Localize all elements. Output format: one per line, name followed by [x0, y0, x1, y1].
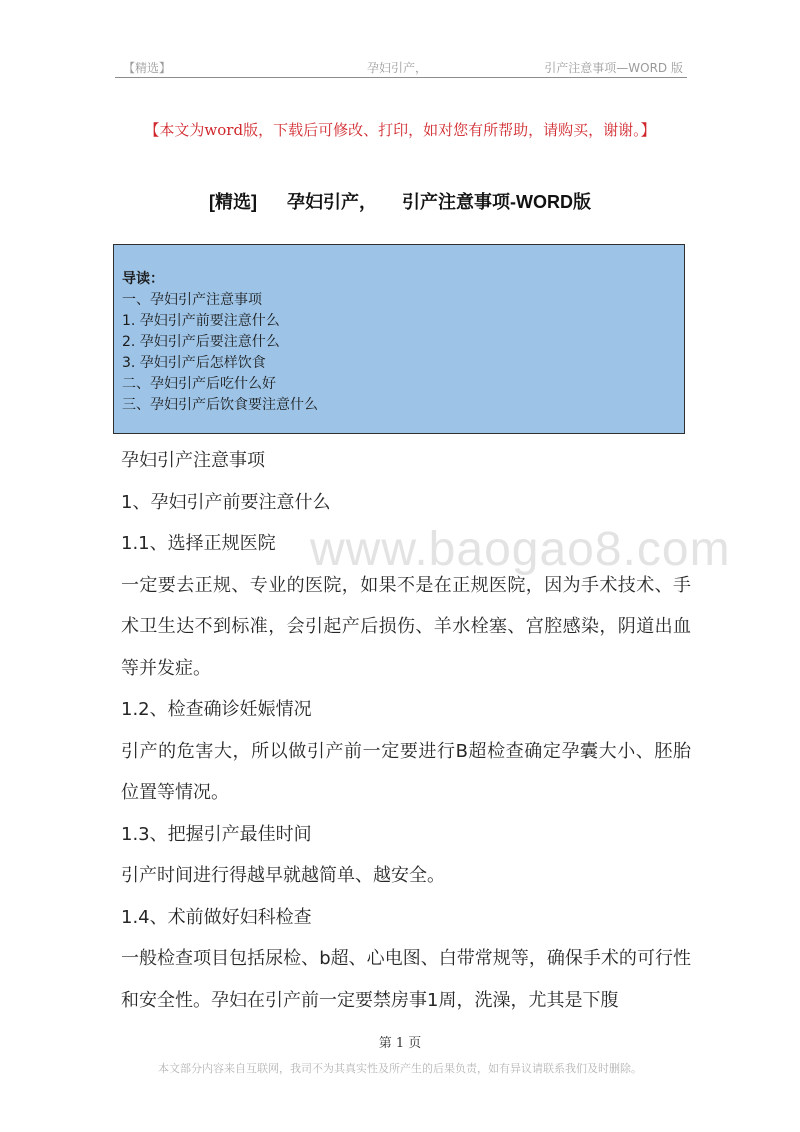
download-notice: 【本文为word版，下载后可修改、打印，如对您有所帮助，请购买，谢谢。】 — [144, 121, 656, 139]
item-heading: 1.4、术前做好妇科检查 — [121, 906, 312, 928]
guide-item: 1. 孕妇引产前要注意什么 — [122, 313, 280, 329]
guide-item: 三、孕妇引产后饮食要注意什么 — [122, 397, 318, 413]
paragraph: 引产时间进行得越早就越简单、越安全。 — [121, 865, 445, 886]
document-body — [121, 440, 691, 1021]
section-heading: 孕妇引产注意事项 — [121, 450, 265, 471]
footer-disclaimer: 本文部分内容来自互联网，我司不为其真实性及所产生的后果负责，如有异议请联系我们及时删除。 — [158, 1062, 642, 1075]
page-number: 第 1 页 — [378, 1036, 422, 1051]
guide-title: 导读： — [122, 271, 164, 287]
header-left: 【精选】 — [123, 61, 172, 75]
paragraph: 一般检查项目包括尿检、b超、心电图、白带常规等，确保手术的可行性和安全性。孕妇在引产前一定要禁房事1周，洗澡，尤其是下腹 — [121, 948, 691, 1011]
item-heading: 1.1、选择正规医院 — [121, 533, 276, 554]
header-right: 引产注意事项—WORD 版 — [544, 61, 683, 75]
guide-item: 3. 孕妇引产后怎样饮食 — [122, 355, 266, 371]
watermark: www.baogao8.com — [310, 523, 731, 576]
page-header — [115, 55, 687, 78]
guide-box — [113, 244, 685, 434]
item-heading: 1.3、把握引产最佳时间 — [121, 823, 312, 845]
item-heading: 1.2、检查确诊妊娠情况 — [121, 699, 312, 720]
guide-item: 一、孕妇引产注意事项 — [122, 292, 262, 308]
subsection-heading: 1、孕妇引产前要注意什么 — [121, 491, 331, 513]
paragraph: 一定要去正规、专业的医院，如果不是在正规医院，因为手术技术、手术卫生达不到标准，会引起产后损伤、羊水栓塞、宫腔感染，阴道出血等并发症。 — [121, 574, 691, 679]
guide-item: 2. 孕妇引产后要注意什么 — [122, 334, 280, 350]
paragraph: 引产的危害大，所以做引产前一定要进行B超检查确定孕囊大小、胚胎位置等情况。 — [121, 740, 691, 803]
guide-item: 二、孕妇引产后吃什么好 — [122, 376, 276, 392]
header-center: 孕妇引产， — [367, 61, 428, 75]
document-title: [精选] 孕妇引产， 引产注意事项-WORD版 — [209, 192, 591, 212]
